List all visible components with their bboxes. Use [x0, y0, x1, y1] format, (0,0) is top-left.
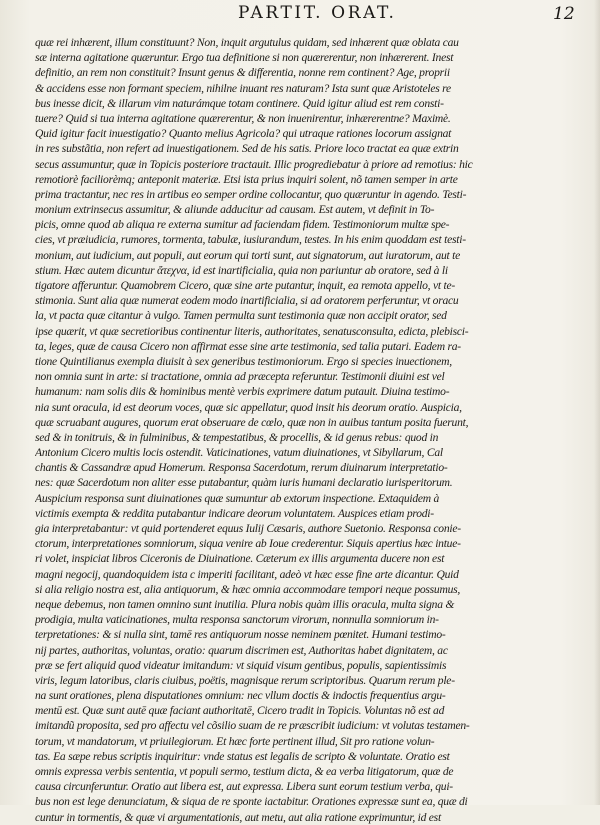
text-line: imitandũ proposita, sed pro affectu vel cõsilio suam de re præscribit iudicium: vt volutas testamen-: [35, 719, 470, 733]
text-line: tas. Ea sæpe rebus scriptis inquiritur: vnde status est legalis de scripto & voluntate. Oratio est: [35, 749, 450, 763]
text-line: tuere? Quid si tua interna agitatione quærerentur, & non inuenirentur, inhærerentne? Maximè.: [35, 111, 451, 125]
text-line: magni negocij, quandoquidem ista c imperiti facilitant, adeò vt hæc esse fine arte dicantur. Quid: [35, 567, 459, 581]
text-line: mentū est. Quæ sunt autē quæ faciant authoritatē, Cicero tradit in Topicis. Voluntas nõ est ad: [35, 704, 445, 718]
text-line: Antonium Cicero multis locis ostendit. Vaticinationes, vatum diuinationes, vt Sibyllarum, Cal: [35, 446, 443, 460]
running-head: PARTIT. ORAT.: [238, 3, 397, 23]
text-line: ri volet, inspiciat libros Ciceronis de Diuinatione. Cæterum ex illis argumenta ducere non est: [35, 552, 445, 566]
text-line: gia interpretabantur: vt quid portenderet equus Iulij Cæsaris, authore Suetonio. Responsa conie-: [35, 522, 461, 535]
text-line: viris, legum latoribus, claris ciuibus, poëtis, magnisque rerum scriptoribus. Quarum rerum ple-: [35, 673, 455, 687]
text-line: victimis exempta & reddita putabantur indicare deorum voluntatem. Auspices etiam prodi-: [35, 506, 434, 520]
text-line: stium. Hæc autem dicuntur ἄτεχνα, id est inartificialia, quia non pariuntur ab oratore, sed à li: [35, 263, 448, 277]
scan-edge-shadow: [594, 0, 600, 805]
text-line: nia sunt oracula, id est deorum voces, quæ sic appellatur, quod insit his deorum oratio. Auspicia,: [35, 400, 462, 414]
text-line: stimonia. Sunt alia quæ numerat eodem modo inartificialia, si ad oratorem perferuntur, vt oracu: [35, 294, 459, 308]
text-line: bus non est lege denunciatum, & siqua de re sponte iactabitur. Orationes expressæ sunt ea, quæ di: [35, 795, 468, 809]
text-line: in res substãtia, non refert ad inuestigationem. Sed de his satis. Priore loco tractat ea quæ extrin: [35, 142, 459, 156]
text-line: nij partes, authoritas, voluntas, oratio: quarum discrimen est, Authoritas habet dignitatem, ac: [35, 643, 448, 657]
text-line: terpretationes: & si nulla sint, tamē res antiquorum nosse neminem pœnitet. Humani testimo-: [35, 628, 446, 642]
text-line: neque debemus, non tamen omnino sunt inutilia. Plura nobis quàm illis oracula, multa signa &: [35, 597, 455, 611]
text-line: præ se fert aliquid quod videatur imitandum: vt siquid visum gentibus, populis, sapientissimis: [35, 658, 447, 672]
text-line: torum, vt mandatorum, vt priuilegiorum. Et hæc forte pertinent illud, Sit pro ratione volun-: [35, 734, 435, 748]
text-line: na sunt orationes, plena disputationes omnium: nec vllum doctis & indoctis frequentius argu-: [35, 689, 446, 703]
text-line: sæ interna agitatione quæruntur. Ergo tua definitione si non quærerentur, non inhærerent. Inest: [35, 51, 454, 65]
text-line: monium, aut iudicium, aut populi, aut eorum qui torti sunt, aut signatorum, aut iuratorum, aut te: [35, 248, 461, 262]
text-line: prima tractantur, nec res in artibus eo semper ordine collocantur, quo quæruntur in agendo. Testi-: [35, 187, 467, 201]
text-line: tione Quintilianus exempla diuisit à sex generibus testimoniorum. Ergo si species inuectionem,: [35, 354, 452, 368]
text-line: nes: quæ Sacerdotum non aliter esse putabantur, quàm iuris humani declaratio iurisperitorum.: [35, 476, 453, 490]
text-line: non omnia sunt in arte: si tractatione, omnia ad præcepta referuntur. Testimonii diuini est vel: [35, 370, 445, 384]
text-line: definitio, an rem non constituit? Insunt genus & differentia, nonne rem continent? Age, proprii: [35, 66, 450, 80]
text-line: ta, leges, quæ de causa Cicero non affirmat esse sine arte testimonia, sed talia putari. Eadem ra-: [35, 339, 461, 353]
text-line: remotiorè faciliorèmq; anteponit materiæ. Etsi ista prius inquiri solent, nõ tamen semper in arte: [35, 172, 458, 186]
text-line: causa circunferuntur. Oratio aut libera est, aut expressa. Libera sunt eorum testium verba, qui-: [35, 780, 453, 794]
text-line: quæ rei inhærent, illum constituunt? Non, inquit argutulus quidam, sed inhærent quæ oblata cau: [35, 36, 459, 49]
page-header: [0, 2, 600, 32]
text-line: prodigia, multa vaticinationes, multa responsa sanctorum virorum, nonnulla somniorum in-: [35, 613, 439, 627]
text-line: ctorum, interpretationes somniorum, siqua venire ab Ioue crederentur. Siquis apertius hæc intue-: [35, 537, 461, 551]
text-line: & accidens esse non formant speciem, nihilne inuant res naturam? Ista sunt quæ Aristoteles re: [35, 81, 451, 95]
page-number: 12: [553, 4, 575, 24]
text-line: humanum: nam solis diis & hominibus mentè verbis exprimere datum putauit. Diuina testimo-: [35, 385, 450, 399]
body-text: [35, 35, 595, 825]
text-line: bus inesse dicit, & illarum vim naturámque totam continere. Quid igitur aliud est rem consti-: [35, 96, 444, 110]
text-line: ipse quærit, vt quæ secretioribus continentur literis, authoritates, senatusconsulta, edicta, plebisci-: [35, 324, 469, 338]
text-line: la, vt pacta quæ citantur à vulgo. Tamen permulta sunt testimonia quæ non accipit orator, sed: [35, 309, 447, 323]
text-line: chantis & Cassandræ apud Homerum. Responsa Sacerdotum, rerum diuinarum interpretatio-: [35, 461, 448, 475]
text-line: omnis expressa verbis sententia, vt populi sermo, testium dicta, & ea verba litigatorum, quæ de: [35, 765, 454, 778]
text-line: Quid igitur facit inuestigatio? Quanto melius Agricola? qui utraque rationes locorum assignat: [35, 127, 452, 141]
text-line: cuntur in tormentis, & quæ vi argumentationis, aut metu, aut alia ratione exprimuntur, id est: [35, 810, 441, 824]
text-line: sed & in tonitruis, & in fulminibus, & tempestatibus, & procellis, & id genus rebus: quod in: [35, 430, 439, 444]
text-line: monium extrinsecus assumitur, & aliunde adducitur ad causam. Est autem, vt definit in To-: [35, 203, 435, 217]
text-line: cies, vt præiudicia, rumores, tormenta, tabulæ, iusiurandum, testes. In his enim quoddam est testi-: [35, 233, 466, 247]
text-line: secus assumuntur, quæ in Topicis posteriore tractauit. Illic progrediebatur à priore ad remotius: hic: [35, 157, 473, 171]
text-line: picis, omne quod ab aliqua re externa sumitur ad faciendam fidem. Testimoniorum multæ spe-: [35, 218, 450, 232]
text-line: si alia religio nostra est, alia antiquorum, & hæc omnia accommodare tempori neque possumus,: [35, 582, 461, 596]
text-line: Auspicium responsa sunt diuinationes quæ sumuntur ab extorum inspectione. Extaquidem à: [35, 491, 440, 505]
text-line: tigatore afferuntur. Quamobrem Cicero, quæ sine arte putantur, inquit, ea remota appello, vt te-: [35, 279, 455, 292]
text-line: quæ scruabant augures, quorum erat obseruare de cœlo, quæ non in auibus tantum posita fuerunt,: [35, 415, 469, 429]
